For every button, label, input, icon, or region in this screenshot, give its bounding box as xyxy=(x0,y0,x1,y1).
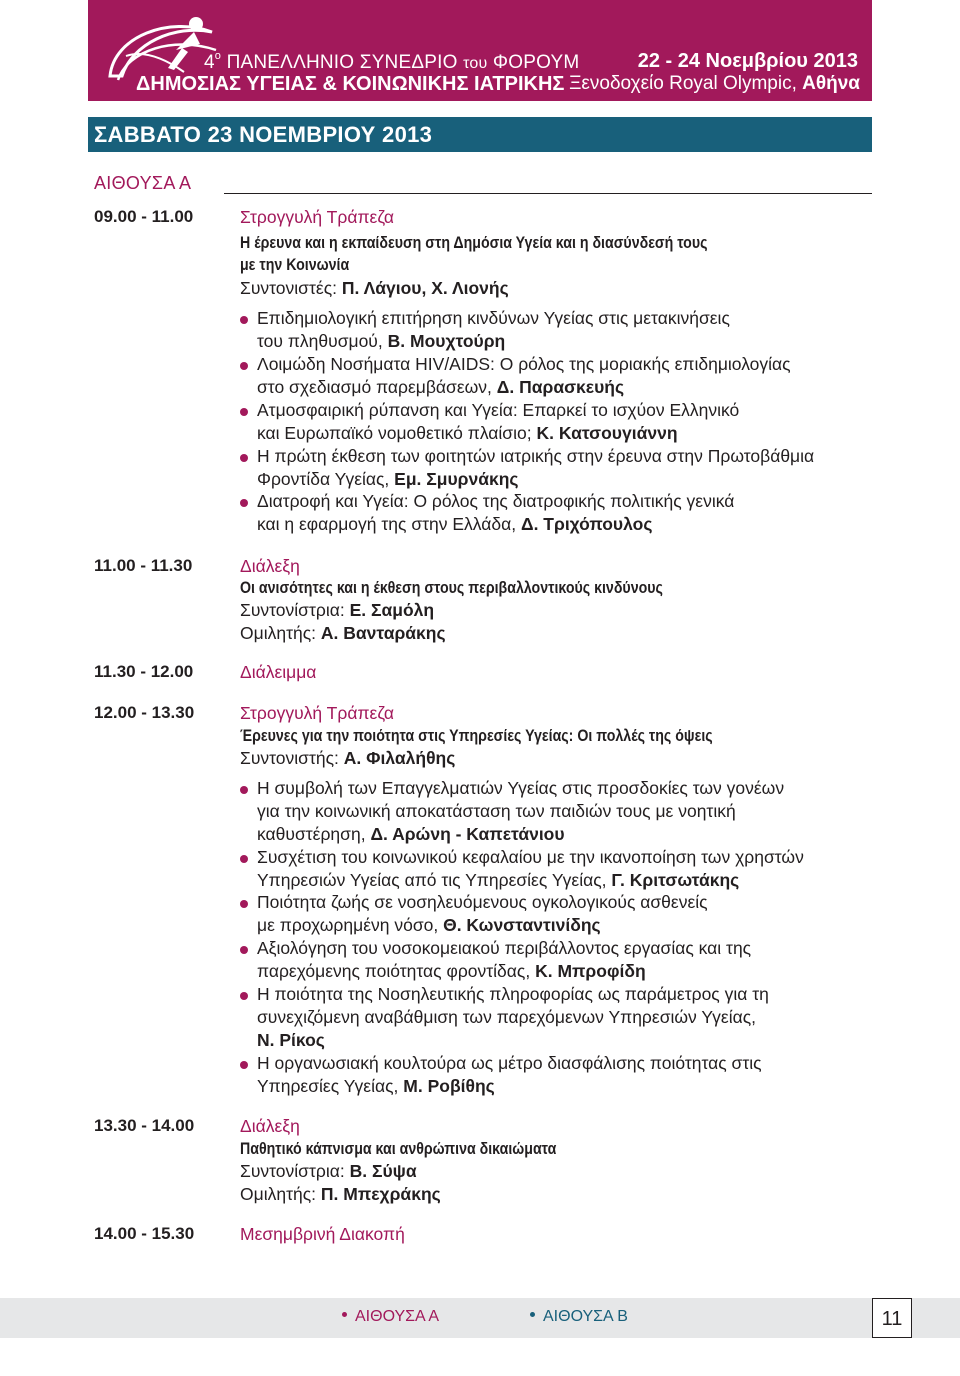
list-item: στο σχεδιασμό παρεμβάσεων, Δ. Παρασκευής xyxy=(257,377,625,397)
session-type: Διάλεξη xyxy=(240,556,300,576)
list-item: παρεχόμενης ποιότητας φροντίδας, Κ. Μπροφίδη xyxy=(257,961,646,981)
list-item: καθυστέρηση, Δ. Αρώνη - Καπετάνιου xyxy=(257,824,565,844)
session-time: 13.30 - 14.00 xyxy=(94,1116,195,1135)
footer-bar xyxy=(0,1298,960,1338)
list-item: Υπηρεσιών Υγείας από τις Υπηρεσίες Υγείας, Γ. Κριτσωτάκης xyxy=(257,870,740,890)
session-title: Οι ανισότητες και η έκθεση στους περιβαλλοντικούς κινδύνους xyxy=(240,579,663,597)
list-item: Φροντίδα Υγείας, Εμ. Σμυρνάκης xyxy=(257,469,519,489)
header-banner xyxy=(88,0,872,101)
session-title: με την Κοινωνία xyxy=(240,256,350,274)
list-item: συνεχιζόμενη αναβάθμιση των παρεχόμενων Υπηρεσιών Υγείας, xyxy=(257,1007,757,1027)
session-type: Μεσημβρινή Διακοπή xyxy=(240,1224,405,1244)
bullet-icon xyxy=(240,992,248,1000)
session-time: 14.00 - 15.30 xyxy=(94,1224,195,1243)
session-type: Στρογγυλή Τράπεζα xyxy=(240,703,394,723)
list-item: Η ποιότητα της Νοσηλευτικής πληροφορίας ως παράμετρος για τη xyxy=(257,984,769,1004)
session-chair: Συντονίστρια: Ε. Σαμόλη xyxy=(240,600,435,620)
conference-dates: 22 - 24 Νοεμβρίου 2013 xyxy=(637,50,858,72)
session-chair: Συντονίστρια: Β. Σύψα xyxy=(240,1161,417,1181)
legend-room-a: ΑΙΘΟΥΣΑ Α xyxy=(342,1308,439,1326)
list-item: Υπηρεσίες Υγείας, Μ. Ροβίθης xyxy=(257,1076,495,1096)
bullet-icon xyxy=(240,362,248,370)
conference-venue: Ξενοδοχείο Royal Olympic, Αθήνα xyxy=(569,73,860,94)
bullet-icon xyxy=(240,1061,248,1069)
bullet-icon xyxy=(342,1312,347,1317)
session-time: 12.00 - 13.30 xyxy=(94,703,195,722)
session-title: Έρευνες για την ποιότητα στις Υπηρεσίες Υγείας: Οι πολλές της όψεις xyxy=(240,727,713,745)
list-item: Ποιότητα ζωής σε νοσηλευόμενους ογκολογικούς ασθενείς xyxy=(257,892,708,912)
list-item: Επιδημιολογική επιτήρηση κινδύνων Υγείας στις μετακινήσεις xyxy=(257,308,730,328)
divider xyxy=(224,193,872,194)
legend-room-b: ΑΙΘΟΥΣΑ Β xyxy=(530,1308,628,1326)
session-speaker: Ομιλητής: Π. Μπεχράκης xyxy=(240,1184,441,1204)
session-time: 11.00 - 11.30 xyxy=(94,556,193,575)
bullet-icon xyxy=(240,316,248,324)
list-item: του πληθυσμού, Β. Μουχτούρη xyxy=(257,331,506,351)
list-item: Αξιολόγηση του νοσοκομειακού περιβάλλοντος εργασίας και της xyxy=(257,938,752,958)
session-time: 11.30 - 12.00 xyxy=(94,662,194,681)
day-title: ΣΑΒΒΑΤΟ 23 ΝΟΕΜΒΡΙΟΥ 2013 xyxy=(88,117,872,152)
list-item: και Ευρωπαϊκό νομοθετικό πλαίσιο; Κ. Κατσουγιάννη xyxy=(257,423,678,443)
list-item: Ατμοσφαιρική ρύπανση και Υγεία: Επαρκεί το ισχύον Ελληνικό xyxy=(257,400,740,420)
page-number: 11 xyxy=(872,1298,912,1338)
list-item: Διατροφή και Υγεία: Ο ρόλος της διατροφικής πολιτικής γενικά xyxy=(257,491,735,511)
list-item: Λοιμώδη Νοσήματα HIV/AIDS: Ο ρόλος της μοριακής επιδημιολογίας xyxy=(257,354,791,374)
session-type: Διάλειμμα xyxy=(240,662,317,682)
session-type: Στρογγυλή Τράπεζα xyxy=(240,207,394,227)
conference-subtitle: ΔΗΜΟΣΙΑΣ ΥΓΕΙΑΣ & ΚΟΙΝΩΝΙΚΗΣ ΙΑΤΡΙΚΗΣ xyxy=(136,73,565,95)
conference-title: $4^o$ ΠΑΝΕΛΛΗΝΙΟ ΣΥΝΕΔΡΙΟ του ΦΟΡΟΥΜ xyxy=(204,50,580,73)
bullet-icon xyxy=(240,900,248,908)
list-item: Η οργανωσιακή κουλτούρα ως μέτρο διασφάλισης ποιότητας στις xyxy=(257,1053,762,1073)
list-item: Η συμβολή των Επαγγελματιών Υγείας στις προσδοκίες των γονέων xyxy=(257,778,785,798)
room-title: ΑΙΘΟΥΣΑ Α xyxy=(94,173,192,193)
session-time: 09.00 - 11.00 xyxy=(94,207,194,226)
session-title: Η έρευνα και η εκπαίδευση στη Δημόσια Υγεία και η διασύνδεσή τους xyxy=(240,234,708,252)
bullet-icon xyxy=(240,855,248,863)
session-speaker: Ομιλητής: Α. Βανταράκης xyxy=(240,623,446,643)
session-type: Διάλεξη xyxy=(240,1116,300,1136)
list-item: Η πρώτη έκθεση των φοιτητών ιατρικής στην έρευνα στην Πρωτοβάθμια xyxy=(257,446,815,466)
bullet-icon xyxy=(240,499,248,507)
bullet-icon xyxy=(530,1312,535,1317)
list-item: με προχωρημένη νόσο, Θ. Κωνσταντινίδης xyxy=(257,915,601,935)
bullet-icon xyxy=(240,786,248,794)
bullet-icon xyxy=(240,408,248,416)
session-title: Παθητικό κάπνισμα και ανθρώπινα δικαιώματα xyxy=(240,1140,557,1158)
bullet-icon xyxy=(240,454,248,462)
bullet-icon xyxy=(240,946,248,954)
session-chair: Συντονιστής: Α. Φιλαλήθης xyxy=(240,748,456,768)
list-item: για την κοινωνική αποκατάσταση των παιδιών τους με νοητική xyxy=(257,801,736,821)
list-item: Συσχέτιση του κοινωνικού κεφαλαίου με την ικανοποίηση των χρηστών xyxy=(257,847,804,867)
session-chair: Συντονιστές: Π. Λάγιου, Χ. Λιονής xyxy=(240,278,509,298)
list-item: Ν. Ρίκος xyxy=(257,1030,325,1050)
list-item: και η εφαρμογή της στην Ελλάδα, Δ. Τριχόπουλος xyxy=(257,514,653,534)
